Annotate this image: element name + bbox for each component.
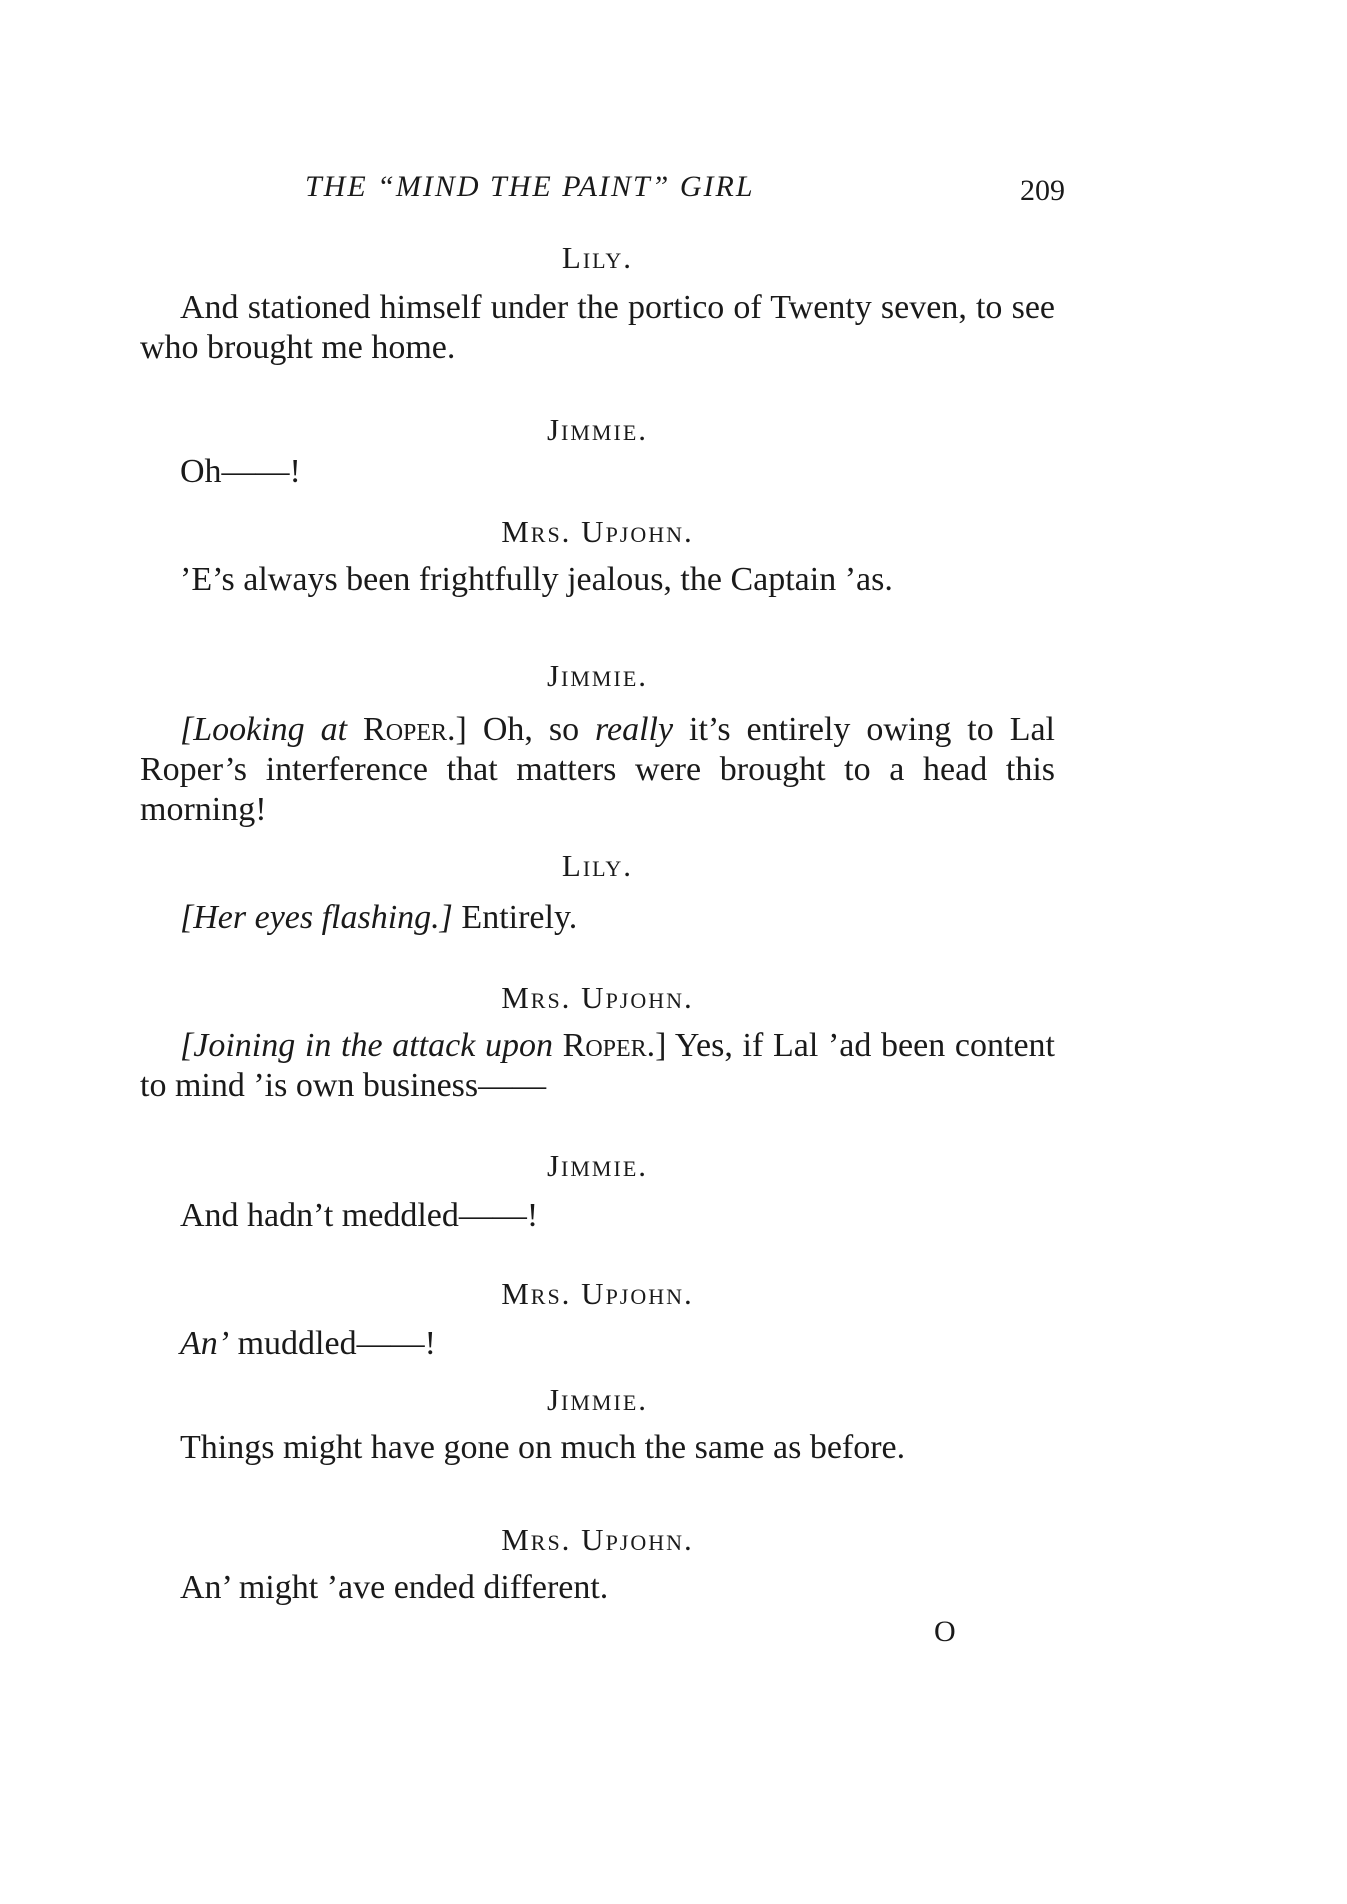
speaker-name: Mrs. Upjohn. <box>501 514 694 549</box>
speech-fragment: it’s entirely owing to Lal Roper’s interference that matters were brought to a head this morning! <box>140 711 1055 828</box>
stage-direction-name: Roper.] <box>562 1027 667 1064</box>
page-header <box>305 170 1065 220</box>
signature-mark: O <box>934 1615 956 1648</box>
stage-direction-name: Roper.] <box>363 711 467 748</box>
speaker-name: Lily. <box>561 240 634 275</box>
stage-direction: [Her eyes flashing.] <box>180 899 453 936</box>
speech-emphasis: really <box>595 711 674 748</box>
speech-fragment: Yes, if Lal ’ad been content to mind ’is own business—— <box>140 1027 1055 1104</box>
speech-text: ’E’s always been frightfully jealous, the Captain ’as. <box>180 561 893 598</box>
speech-text <box>140 898 1055 938</box>
speaker-name: Jimmie. <box>546 658 649 693</box>
speaker-name: Jimmie. <box>546 412 649 447</box>
speaker-name: Mrs. Upjohn. <box>501 980 694 1015</box>
speech-text: An’ might ’ave ended different. <box>180 1569 609 1606</box>
speech-fragment: muddled——! <box>229 1325 436 1362</box>
speech-text: And hadn’t meddled——! <box>180 1197 539 1234</box>
speech-fragment: Oh, so <box>466 711 596 748</box>
speaker-name: Mrs. Upjohn. <box>501 1522 694 1557</box>
speaker-name: Lily. <box>561 848 634 883</box>
speech-text: Oh——! <box>180 453 301 490</box>
speech-text: Things might have gone on much the same as before. <box>180 1429 906 1466</box>
speech-text <box>140 710 1055 830</box>
speaker-name: Jimmie. <box>546 1382 649 1417</box>
speaker-name: Mrs. Upjohn. <box>501 1276 694 1311</box>
stage-direction: [Joining in the attack upon <box>180 1027 553 1064</box>
running-title: THE “MIND THE PAINT” GIRL <box>305 170 755 203</box>
speech-text <box>140 1026 1055 1106</box>
page-number: 209 <box>1020 174 1065 207</box>
speech-text <box>140 1324 1055 1364</box>
speech-fragment: Entirely. <box>452 899 578 936</box>
stage-direction: [Looking at <box>180 711 348 748</box>
speaker-name: Jimmie. <box>546 1148 649 1183</box>
speech-emphasis: An’ <box>180 1325 230 1362</box>
speech-text: And stationed himself under the portico of Twenty seven, to see who brought me home. <box>140 289 1055 366</box>
